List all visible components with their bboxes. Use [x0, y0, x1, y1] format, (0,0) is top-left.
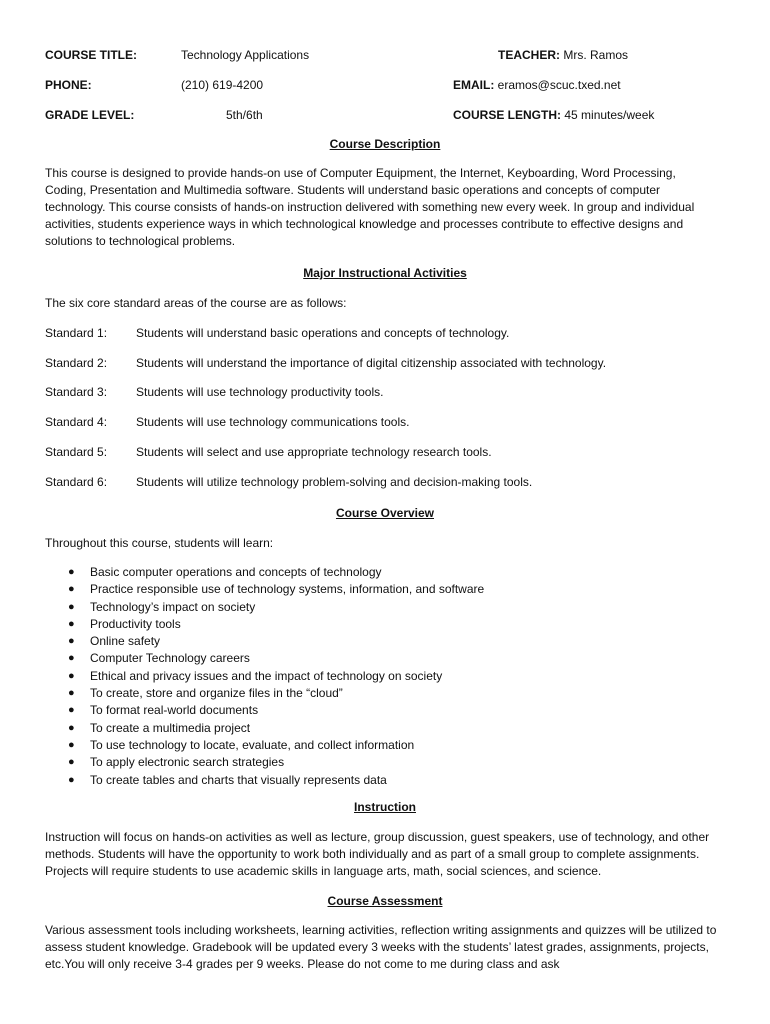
list-item [45, 633, 484, 650]
list-item-text: Online safety [90, 634, 161, 649]
standard-label: Standard 2: [45, 356, 108, 370]
email-value: eramos@scuc.txed.net [497, 78, 621, 92]
major-activities-heading: Major Instructional Activities [303, 266, 467, 280]
bullet-icon: ● [68, 773, 75, 786]
header-row-grade [45, 106, 715, 124]
teacher-field [498, 46, 628, 64]
email-label: EMAIL: [453, 78, 495, 92]
course-assessment-body: Various assessment tools including worksheets, learning activities, reflection writing assignments and quizzes will be utilized to assess student knowledge. Gradebook will be updated every 3 weeks with the students’ latest grades, assignments, projects, etc.You will only receive 3-4 grades per 9 weeks. Please do not come to me during class and ask [45, 923, 717, 971]
list-item [45, 668, 484, 685]
list-item-text: To use technology to locate, evaluate, and collect information [90, 737, 415, 752]
list-item-text: To create tables and charts that visually represents data [90, 772, 387, 787]
list-item [45, 599, 484, 616]
list-item-text: Practice responsible use of technology systems, information, and software [90, 582, 485, 597]
list-item [45, 772, 484, 789]
overview-bullet-list [45, 564, 484, 789]
bullet-icon: ● [68, 566, 75, 578]
course-title-value: Technology Applications [181, 48, 310, 62]
list-item-text: To format real-world documents [90, 703, 259, 718]
bullet-icon: ● [68, 635, 75, 648]
standard-label: Standard 4: [45, 415, 108, 429]
bullet-icon: ● [68, 687, 75, 700]
instruction-heading: Instruction [354, 800, 416, 814]
bullet-icon: ● [68, 669, 75, 682]
bullet-icon: ● [68, 652, 75, 665]
course-length-field [453, 106, 654, 124]
course-length-value: 45 minutes/week [564, 108, 655, 122]
standard-text: Students will understand basic operations and concepts of technology. [136, 326, 510, 340]
bullet-icon: ● [68, 600, 75, 613]
list-item [45, 564, 484, 581]
course-assessment-heading: Course Assessment [327, 894, 443, 908]
bullet-icon: ● [68, 721, 75, 734]
course-title-label: COURSE TITLE: [45, 48, 137, 62]
standard-label: Standard 5: [45, 445, 108, 459]
list-item-text: To create a multimedia project [90, 720, 251, 735]
standard-label: Standard 6: [45, 475, 108, 489]
list-item [45, 754, 484, 771]
list-item [45, 737, 484, 754]
email-field [453, 76, 621, 94]
overview-intro: Throughout this course, students will learn: [45, 536, 274, 550]
standard-text: Students will understand the importance of digital citizenship associated with technology. [136, 356, 607, 370]
bullet-icon: ● [68, 756, 75, 769]
list-item [45, 581, 484, 598]
list-item [45, 616, 484, 633]
standard-text: Students will utilize technology problem-solving and decision-making tools. [136, 475, 533, 489]
header-row-phone [45, 76, 715, 94]
grade-level-value: 5th/6th [226, 108, 263, 122]
phone-label: PHONE: [45, 78, 92, 92]
instruction-body: Instruction will focus on hands-on activities as well as lecture, group discussion, guest speakers, use of technology, and other methods. Students will have the opportunity to work both individually and as part of a small group to complete assignments. Projects will require students to use academic skills in language arts, math, social sciences, and science. [45, 830, 710, 878]
bullet-icon: ● [68, 617, 75, 630]
standards-intro: The six core standard areas of the course are as follows: [45, 296, 347, 310]
teacher-value: Mrs. Ramos [563, 48, 629, 62]
standard-text: Students will select and use appropriate technology research tools. [136, 445, 492, 459]
list-item-text: Productivity tools [90, 616, 181, 631]
grade-level-label: GRADE LEVEL: [45, 108, 135, 122]
standard-text: Students will use technology productivity tools. [136, 385, 384, 399]
list-item-text: Computer Technology careers [90, 651, 250, 666]
list-item-text: Basic computer operations and concepts of technology [90, 565, 382, 579]
teacher-label: TEACHER: [498, 48, 560, 62]
list-item-text: To apply electronic search strategies [90, 755, 285, 770]
standard-label: Standard 3: [45, 385, 108, 399]
list-item-text: Ethical and privacy issues and the impact of technology on society [90, 668, 443, 683]
bullet-icon: ● [68, 738, 75, 751]
course-overview-heading: Course Overview [335, 506, 435, 520]
course-description-body: This course is designed to provide hands-on use of Computer Equipment, the Internet, Keyboarding, Word Processing, Coding, Presentation and Multimedia software. Students will understand basic operations and concepts of computer technology. This course consists of hands-on instruction delivered with something new every week. In group and individual activities, students experience ways in which technological knowledge and processes contribute to effective designs and solutions to technological problems. [45, 166, 695, 248]
standard-label: Standard 1: [45, 326, 108, 340]
list-item [45, 685, 484, 702]
course-description-heading: Course Description [329, 137, 441, 151]
header-row-title [45, 46, 715, 64]
list-item-text: Technology’s impact on society [90, 599, 256, 614]
bullet-icon: ● [68, 583, 75, 596]
list-item [45, 720, 484, 737]
phone-value: (210) 619-4200 [181, 78, 264, 92]
list-item-text: To create, store and organize files in the “cloud” [90, 686, 343, 701]
list-item [45, 650, 484, 667]
course-length-label: COURSE LENGTH: [453, 108, 561, 122]
list-item [45, 702, 484, 719]
bullet-icon: ● [68, 704, 75, 717]
standard-text: Students will use technology communications tools. [136, 415, 410, 429]
